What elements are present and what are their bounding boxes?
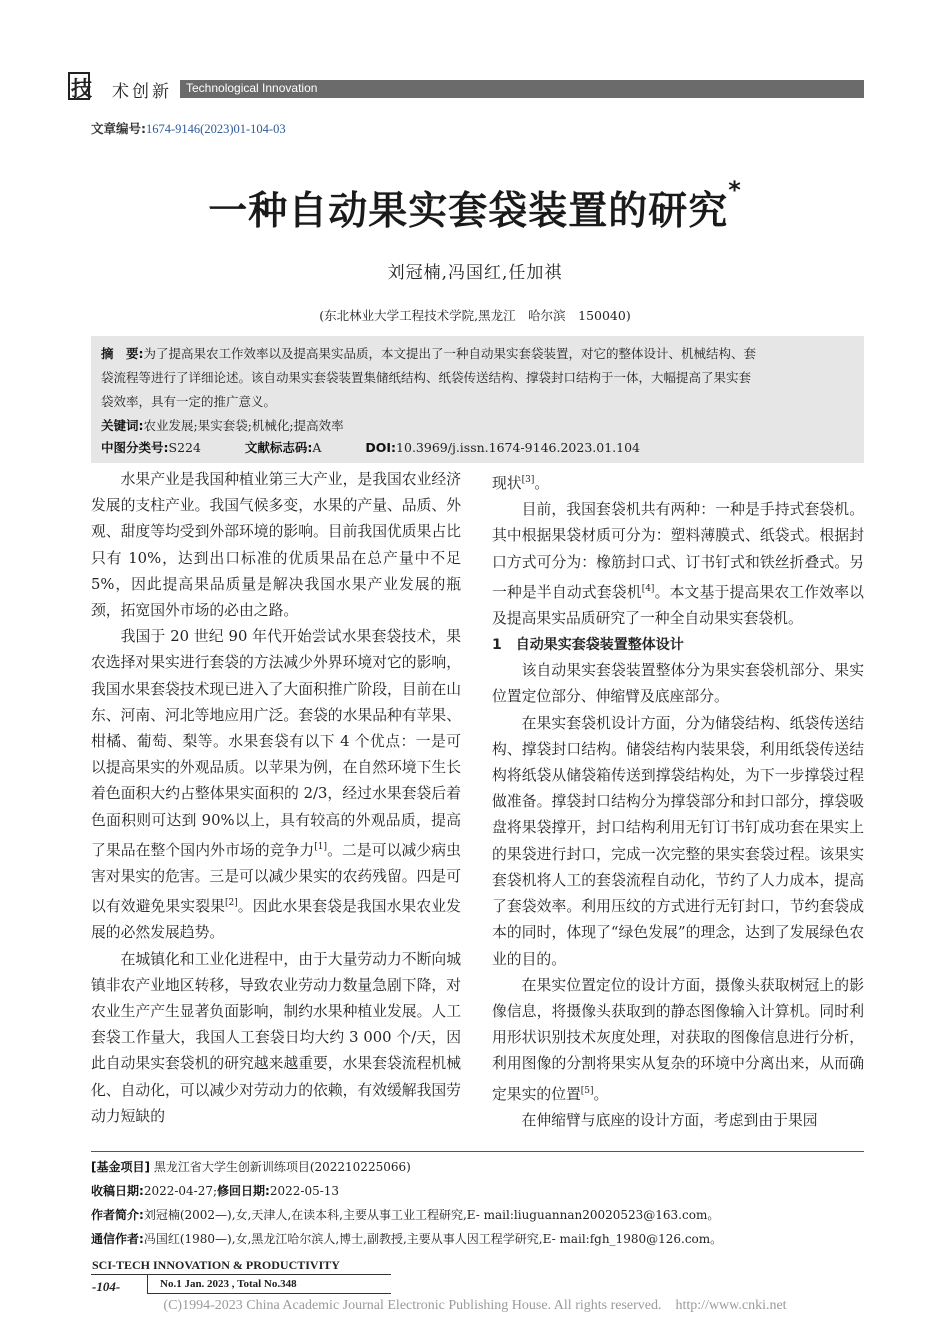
citation: [5] [580, 1085, 594, 1096]
body-column-left [91, 467, 461, 1130]
paragraph: 在伸缩臂与底座的设计方面，考虑到由于果园 [521, 1111, 818, 1129]
page-number: -104- [92, 1279, 121, 1294]
footnote-divider [91, 1151, 864, 1152]
journal-name: SCI-TECH INNOVATION & PRODUCTIVITY [92, 1258, 340, 1272]
paragraph: 在果实套袋机设计方面，分为储袋结构、纸袋传送结构、撑袋封口结构。储袋结构内装果袋，利用纸袋传送结构将纸袋从储袋箱传送到撑袋结构处，为下一步撑袋过程做准备。撑袋封口结构分为撑袋部分和封口部分，撑袋吸盘将果袋撑开，封口结构利用无钉订书钉成功套在果实上的果袋进行封口，完成一次完整的果实套袋过程。该果实套袋机将人工的套袋流程自动化，节约了人力成本，提高了套袋效率。利用压纹的方式进行无钉封口，节约套袋成本的同时，体现了“绿色发展”的理念，达到了发展绿色农业的目的。 [492, 714, 864, 968]
paragraph: 目前，我国套袋机共有两种：一种是手持式套袋机。其中根据果袋材质可分为：塑料薄膜式、纸袋式。根据封口方式可分为：橡筋封口式、订书钉式和铁丝折叠式。另一种是半自动式套袋机[4]。本文基于提高果农工作效率以及提高果实品质研究了一种全自动果实套袋机。 [492, 501, 864, 627]
footer-rule [91, 1274, 391, 1275]
body-column-right [492, 467, 864, 1134]
citation: [2] [224, 898, 238, 909]
section-name-en: Technological Innovation [186, 81, 318, 95]
paragraph: 水果产业是我国种植业第三大产业，是我国农业经济发展的支柱产业。我国气候多变，水果的产量、品质、外观、甜度等均受到外部环境的影响。目前我国优质果占比只有 10%，达到出口标准的优质果品在总产量中不足 5%，因此提高果品质量是解决我国水果产业发展的瓶颈，拓宽国外市场的必由之路。 [91, 471, 461, 620]
abstract-box [91, 336, 864, 463]
author-note: 作者简介:刘冠楠(2002—),女,天津人,在读本科,主要从事工业工程研究,E- mail:liuguannan20020523@163.com。 [91, 1208, 720, 1222]
copyright-notice: (C)1994-2023 China Academic Journal Electronic Publishing House. All rights reserved. http://www.cnki.net [163, 1298, 787, 1313]
abstract-line: 袋效率，具有一定的推广意义。 [101, 394, 277, 409]
section-char: 技 [71, 77, 92, 101]
abstract-label: 摘 要: [101, 346, 144, 361]
article-number: 文章编号:1674-9146(2023)01-104-03 [91, 121, 286, 136]
issue-info: No.1 Jan. 2023 , Total No.348 [160, 1278, 297, 1290]
section-name: 术创新 [112, 82, 172, 102]
paragraph: 现状[3]。 [492, 474, 550, 492]
paper-title: 一种自动果实套袋装置的研究* [208, 176, 742, 234]
citation: [3] [521, 475, 535, 485]
paragraph: 在城镇化和工业化进程中，由于大量劳动力不断向城镇非农产业地区转移，导致农业劳动力数量急剧下降，对农业生产产生显著负面影响，制约水果种植业发展。人工套袋工作量大，我国人工套袋日均大约 3 000 个/天，因此自动果实套袋机的研究越来越重要，水果套袋流程机械化、自动化，可以减少对劳动力的依赖，有效缓解我国劳动力短缺的 [91, 950, 461, 1125]
section-header [68, 72, 864, 100]
abstract-line: 袋流程等进行了详细论述。该自动果实套袋装置集储纸结构、纸袋传送结构、撑袋封口结构于一体，大幅提高了果实套 [101, 370, 752, 385]
citation: [4] [641, 583, 655, 594]
title-footnote-mark: * [728, 176, 742, 204]
dates-note: 收稿日期:2022-04-27;修回日期:2022-05-13 [91, 1184, 340, 1198]
paragraph: 该自动果实套袋装置整体分为果实套袋机部分、果实位置定位部分、伸缩臂及底座部分。 [492, 662, 864, 706]
citation: [1] [314, 841, 328, 852]
classification-line: 中图分类号:S224 文献标志码:A DOI:10.3969/j.issn.1674-9146.2023.01.104 [101, 440, 640, 455]
affiliation: (东北林业大学工程技术学院,黑龙江 哈尔滨 150040) [319, 308, 631, 323]
fund-note: [基金项目] 黑龙江省大学生创新训练项目(202210225066) [91, 1160, 411, 1174]
abstract-line: 摘 要:为了提高果农工作效率以及提高果实品质，本文提出了一种自动果实套袋装置，对它的整体设计、机械结构、套 [101, 346, 757, 361]
corresponding-author-note: 通信作者:冯国红(1980—),女,黑龙江哈尔滨人,博士,副教授,主要从事人因工程学研究,E- mail:fgh_1980@126.com。 [91, 1232, 723, 1246]
section-bar [180, 80, 864, 98]
section-heading: 1 自动果实套袋装置整体设计 [492, 637, 684, 654]
footer-rule [147, 1274, 148, 1294]
paragraph: 在果实位置定位的设计方面，摄像头获取树冠上的影像信息，将摄像头获取到的静态图像输入计算机。同时利用形状识别技术灰度处理，对获取的图像信息进行分析，利用图像的分割将果实从复杂的环境中分离出来，从而确定果实的位置[5]。 [492, 976, 864, 1103]
author-list: 刘冠楠,冯国红,任加祺 [387, 263, 563, 283]
footer-rule [147, 1293, 391, 1294]
keywords: 关键词:农业发展;果实套袋;机械化;提高效率 [101, 418, 344, 433]
paragraph: 我国于 20 世纪 90 年代开始尝试水果套袋技术，果农选择对果实进行套袋的方法减少外界环境对它的影响，我国水果套袋技术现已进入了大面积推广阶段，目前在山东、河南、河北等地应用广泛。套袋的水果品种有苹果、柑橘、葡萄、梨等。水果套袋有以下 4 个优点：一是可以提高果实的外观品质。以苹果为例，在自然环境下生长着色面积大约占整体果实面积的 2/3，经过水果套袋后着色面积则可达到 90%以上，具有较高的外观品质，提高了果品在整个国内外市场的竞争力[1]。二是可以减少病虫害对果实的危害。三是可以减少果实的农药残留。四是可以有效避免果实裂果[2]。因此水果套袋是我国水果农业发展的必然发展趋势。 [91, 628, 461, 942]
